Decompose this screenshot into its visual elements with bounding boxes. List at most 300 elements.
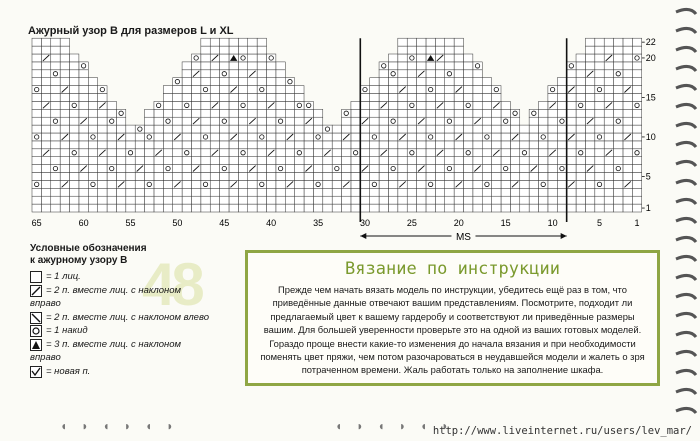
chart-cell [501, 173, 510, 181]
x-tick-label: 1 [634, 218, 640, 228]
chart-cell [79, 173, 88, 181]
chart-cell [257, 70, 266, 78]
x-tick-label: 65 [31, 218, 42, 228]
chart-cell [417, 188, 426, 196]
chart-cell [379, 78, 388, 86]
chart-cell [501, 109, 510, 117]
chart-cell [473, 157, 482, 165]
chart-cell [482, 188, 491, 196]
chart-cell [520, 157, 529, 165]
chart-cell [492, 125, 501, 133]
chart-cell [623, 62, 632, 70]
chart-cell [445, 204, 454, 212]
chart-cell [70, 165, 79, 173]
chart-cell [267, 173, 276, 181]
chart-cell [41, 38, 50, 46]
chart-cell [351, 173, 360, 181]
chart-cell [257, 188, 266, 196]
chart-cell [191, 62, 200, 70]
chart-cell [548, 117, 557, 125]
chart-cell [126, 125, 135, 133]
chart-cell [482, 109, 491, 117]
chart-cell [79, 204, 88, 212]
chart-cell [285, 149, 294, 157]
chart-cell [220, 101, 229, 109]
chart-cell [257, 149, 266, 157]
chart-cell [201, 62, 210, 70]
chart-cell [135, 157, 144, 165]
chart-cell [201, 157, 210, 165]
chart-cell [501, 157, 510, 165]
chart-cell [285, 196, 294, 204]
chart-cell [595, 173, 604, 181]
chart-cell [548, 86, 557, 94]
chart-cell [445, 196, 454, 204]
chart-cell [417, 133, 426, 141]
chart-cell [173, 173, 182, 181]
chart-cell [135, 188, 144, 196]
chart-cell [60, 109, 69, 117]
slash-left-icon [30, 312, 42, 324]
chart-cell [623, 38, 632, 46]
chart-cell [248, 94, 257, 102]
chart-cell [614, 125, 623, 133]
chart-cell [576, 101, 585, 109]
chart-cell [126, 133, 135, 141]
chart-cell [482, 149, 491, 157]
chart-cell [201, 188, 210, 196]
chart-cell [210, 204, 219, 212]
chart-cell [267, 62, 276, 70]
chart-cell [276, 165, 285, 173]
chart-cell [342, 173, 351, 181]
chart-cell [32, 109, 41, 117]
chart-cell [417, 101, 426, 109]
y-tick-label: 15 [645, 92, 656, 103]
chart-cell [623, 196, 632, 204]
chart-cell [285, 157, 294, 165]
chart-cell [445, 157, 454, 165]
chart-cell [379, 173, 388, 181]
chart-cell [351, 149, 360, 157]
chart-cell [604, 109, 613, 117]
chart-cell [454, 165, 463, 173]
chart-cell [614, 38, 623, 46]
chart-cell [567, 196, 576, 204]
chart-cell [473, 78, 482, 86]
chart-cell [595, 70, 604, 78]
chart-cell [454, 125, 463, 133]
chart-cell [417, 157, 426, 165]
chart-cell [182, 101, 191, 109]
chart-cell [388, 101, 397, 109]
chart-cell [238, 204, 247, 212]
spiral-ring [676, 389, 696, 394]
chart-cell [492, 165, 501, 173]
chart-cell [154, 188, 163, 196]
chart-cell [116, 117, 125, 125]
chart-cell [145, 204, 154, 212]
chart-cell [41, 125, 50, 133]
chart-cell [70, 94, 79, 102]
chart-cell [276, 62, 285, 70]
chart-cell [407, 117, 416, 125]
chart-cell [529, 157, 538, 165]
chart-cell [454, 109, 463, 117]
chart-cell [285, 86, 294, 94]
chart-cell [79, 141, 88, 149]
triangle-icon [30, 339, 42, 351]
chart-cell [32, 204, 41, 212]
chart-cell [585, 38, 594, 46]
chart-cell [529, 149, 538, 157]
chart-cell [595, 46, 604, 54]
chart-cell [116, 149, 125, 157]
chart-cell [60, 38, 69, 46]
chart-cell [604, 38, 613, 46]
chart-cell [163, 94, 172, 102]
chart-cell [238, 109, 247, 117]
chart-cell [585, 78, 594, 86]
chart-cell [51, 38, 60, 46]
chart-cell [623, 101, 632, 109]
chart-cell [557, 157, 566, 165]
chart-cell [520, 188, 529, 196]
chart-cell [398, 54, 407, 62]
chart-cell [51, 188, 60, 196]
chart-cell [332, 125, 341, 133]
chart-cell [388, 70, 397, 78]
chart-cell [51, 46, 60, 54]
chart-cell [595, 165, 604, 173]
chart-cell [210, 62, 219, 70]
chart-cell [182, 157, 191, 165]
chart-cell [163, 149, 172, 157]
chart-cell [98, 157, 107, 165]
chart-cell [445, 173, 454, 181]
chart-cell [548, 157, 557, 165]
chart-cell [595, 141, 604, 149]
chart-cell [238, 101, 247, 109]
chart-cell [585, 62, 594, 70]
chart-cell [585, 188, 594, 196]
chart-cell [313, 141, 322, 149]
chart-cell [463, 62, 472, 70]
chart-cell [360, 180, 369, 188]
chart-cell [51, 101, 60, 109]
chart-cell [229, 204, 238, 212]
chart-cell [60, 54, 69, 62]
chart-cell [229, 196, 238, 204]
chart-cell [238, 180, 247, 188]
chart-cell [398, 117, 407, 125]
chart-cell [191, 133, 200, 141]
chart-cell [407, 149, 416, 157]
chart-cell [417, 204, 426, 212]
chart-cell [238, 117, 247, 125]
chart-cell [417, 109, 426, 117]
chart-cell [276, 109, 285, 117]
chart-cell [32, 133, 41, 141]
chart-cell [163, 133, 172, 141]
chart-cell [220, 188, 229, 196]
chart-cell [145, 109, 154, 117]
chart-cell [126, 165, 135, 173]
chart-cell [585, 180, 594, 188]
chart-cell [473, 133, 482, 141]
chart-cell [210, 125, 219, 133]
chart-cell [116, 204, 125, 212]
chart-cell [548, 94, 557, 102]
chart-cell [398, 109, 407, 117]
chart-cell [32, 188, 41, 196]
chart-cell [585, 125, 594, 133]
y-tick-label: 10 [645, 131, 656, 142]
chart-cell [548, 109, 557, 117]
chart-cell [257, 101, 266, 109]
chart-cell [473, 204, 482, 212]
ms-label: MS [455, 232, 471, 243]
chart-cell [342, 165, 351, 173]
chart-cell [51, 109, 60, 117]
chart-cell [445, 109, 454, 117]
chart-cell [595, 38, 604, 46]
chart-cell [98, 188, 107, 196]
chart-cell [145, 157, 154, 165]
chart-cell [173, 157, 182, 165]
chart-cell [220, 141, 229, 149]
chart-cell [445, 54, 454, 62]
chart-cell [79, 157, 88, 165]
chart-cell [201, 165, 210, 173]
chart-cell [276, 86, 285, 94]
legend [30, 270, 240, 378]
chart-cell [41, 173, 50, 181]
chart-cell [229, 78, 238, 86]
chart-cell [501, 188, 510, 196]
chart-cell [407, 173, 416, 181]
chart-cell [107, 157, 116, 165]
chart-cell [182, 149, 191, 157]
chart-cell [482, 180, 491, 188]
chart-cell [482, 165, 491, 173]
chart-cell [360, 133, 369, 141]
chart-cell [163, 173, 172, 181]
chart-cell [88, 78, 97, 86]
chart-cell [191, 109, 200, 117]
chart-cell [585, 86, 594, 94]
chart-cell [285, 188, 294, 196]
chart-cell [60, 165, 69, 173]
chart-cell [435, 78, 444, 86]
chart-cell [32, 165, 41, 173]
info-box [245, 250, 660, 386]
chart-cell [313, 133, 322, 141]
chart-cell [257, 109, 266, 117]
chart-cell [398, 94, 407, 102]
chart-cell [201, 38, 210, 46]
chart-cell [614, 196, 623, 204]
chart-cell [567, 94, 576, 102]
chart-cell [276, 180, 285, 188]
chart-cell [595, 157, 604, 165]
chart-cell [407, 204, 416, 212]
chart-cell [492, 180, 501, 188]
chart-cell [463, 196, 472, 204]
chart-cell [257, 125, 266, 133]
chart-cell [163, 141, 172, 149]
chart-cell [426, 149, 435, 157]
chart-cell [614, 173, 623, 181]
chart-cell [388, 157, 397, 165]
chart-cell [529, 125, 538, 133]
chart-cell [407, 54, 416, 62]
chart-cell [229, 46, 238, 54]
chart-cell [220, 149, 229, 157]
chart-cell [313, 117, 322, 125]
chart-cell [154, 117, 163, 125]
chart-cell [435, 204, 444, 212]
chart-cell [88, 196, 97, 204]
chart-cell [304, 141, 313, 149]
chart-cell [229, 109, 238, 117]
chart-cell [407, 133, 416, 141]
chart-cell [463, 165, 472, 173]
chart-cell [32, 173, 41, 181]
chart-cell [520, 165, 529, 173]
spiral-ring [676, 85, 696, 90]
chart-cell [407, 78, 416, 86]
chart-cell [201, 173, 210, 181]
chart-cell [276, 173, 285, 181]
chart-cell [407, 46, 416, 54]
chart-cell [595, 204, 604, 212]
chart-cell [295, 196, 304, 204]
chart-cell [88, 149, 97, 157]
chart-cell [88, 173, 97, 181]
chart-cell [632, 54, 641, 62]
chart-cell [370, 101, 379, 109]
chart-cell [585, 54, 594, 62]
chart-cell [163, 109, 172, 117]
chart-cell [417, 196, 426, 204]
chart-cell [632, 101, 641, 109]
chart-cell [623, 125, 632, 133]
chart-cell [595, 109, 604, 117]
chart-cell [220, 204, 229, 212]
spiral-ring [676, 294, 696, 299]
chart-cell [604, 125, 613, 133]
chart-cell [426, 70, 435, 78]
chart-cell [116, 141, 125, 149]
chart-cell [248, 204, 257, 212]
chart-cell [60, 125, 69, 133]
chart-cell [360, 149, 369, 157]
chart-cell [398, 173, 407, 181]
chart-cell [539, 165, 548, 173]
chart-cell [407, 165, 416, 173]
chart-cell [257, 46, 266, 54]
chart-cell [463, 101, 472, 109]
chart-cell [463, 109, 472, 117]
chart-cell [163, 125, 172, 133]
chart-cell [426, 62, 435, 70]
x-tick-label: 5 [596, 218, 602, 228]
chart-cell [370, 78, 379, 86]
chart-cell [388, 204, 397, 212]
chart-cell [154, 101, 163, 109]
chart-cell [576, 173, 585, 181]
chart-cell [548, 141, 557, 149]
chart-cell [379, 141, 388, 149]
chart-cell [576, 70, 585, 78]
chart-cell [426, 94, 435, 102]
chart-cell [417, 180, 426, 188]
chart-cell [370, 157, 379, 165]
chart-cell [191, 204, 200, 212]
chart-cell [323, 204, 332, 212]
chart-cell [248, 180, 257, 188]
chart-cell [351, 141, 360, 149]
chart-cell [435, 117, 444, 125]
legend-item-yarnover: = 1 накид [30, 324, 240, 338]
chart-cell [454, 38, 463, 46]
chart-cell [501, 117, 510, 125]
chart-cell [463, 125, 472, 133]
chart-cell [163, 157, 172, 165]
chart-cell [557, 165, 566, 173]
chart-cell [154, 133, 163, 141]
chart-cell [220, 86, 229, 94]
chart-cell [267, 125, 276, 133]
chart-cell [248, 188, 257, 196]
chart-cell [41, 46, 50, 54]
chart-cell [557, 133, 566, 141]
chart-cell [398, 157, 407, 165]
chart-cell [435, 173, 444, 181]
chart-cell [229, 165, 238, 173]
chart-cell [351, 109, 360, 117]
chart-cell [229, 101, 238, 109]
chart-cell [445, 70, 454, 78]
chart-cell [388, 54, 397, 62]
chart-cell [407, 101, 416, 109]
chart-cell [60, 149, 69, 157]
chart-cell [417, 54, 426, 62]
chart-cell [51, 133, 60, 141]
chart-cell [614, 94, 623, 102]
chart-cell [51, 86, 60, 94]
chart-cell [557, 188, 566, 196]
legend-title [30, 243, 147, 267]
chart-cell [191, 188, 200, 196]
chart-cell [585, 196, 594, 204]
chart-cell [445, 62, 454, 70]
chart-cell [510, 109, 519, 117]
chart-cell [154, 141, 163, 149]
chart-cell [88, 141, 97, 149]
chart-cell [220, 78, 229, 86]
chart-cell [79, 86, 88, 94]
chart-cell [51, 204, 60, 212]
chart-cell [482, 157, 491, 165]
chart-cell [370, 86, 379, 94]
chart-cell [557, 125, 566, 133]
chart-cell [126, 141, 135, 149]
chart-cell [492, 196, 501, 204]
chart-cell [370, 149, 379, 157]
chart-cell [529, 109, 538, 117]
